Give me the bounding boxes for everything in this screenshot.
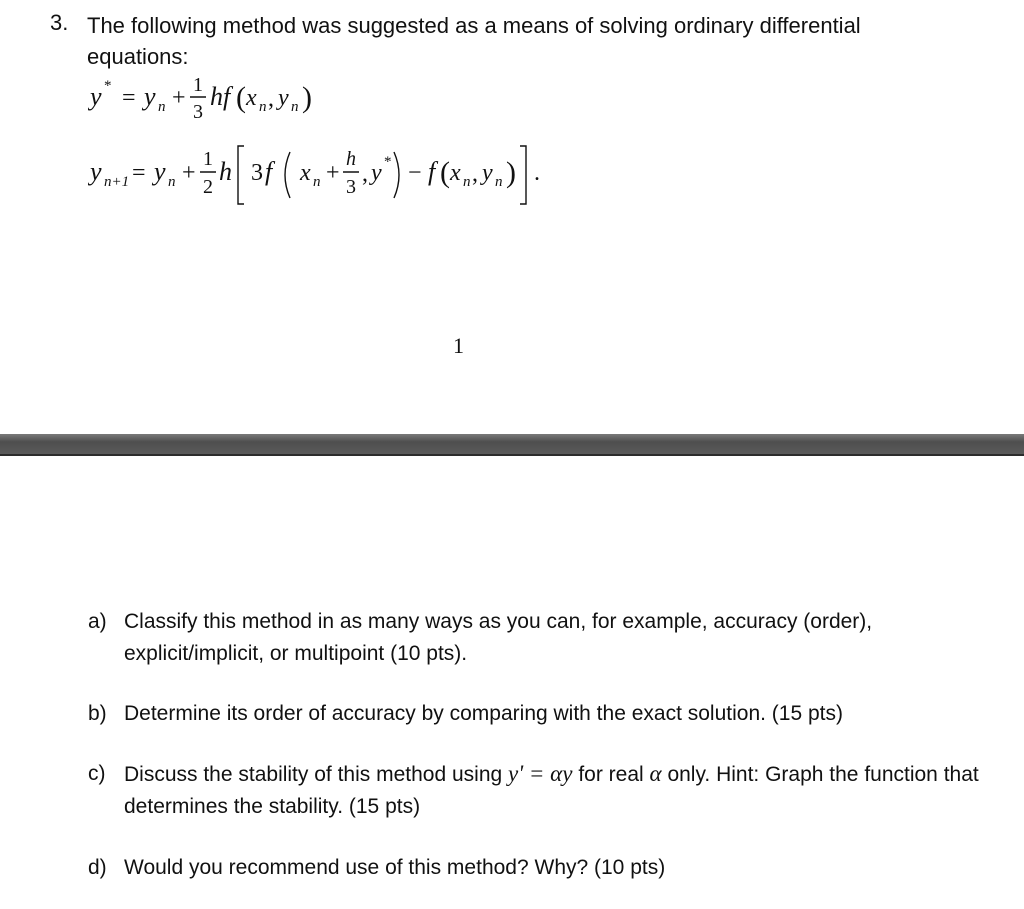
svg-text:y: y <box>482 160 493 186</box>
part-c-text-after: only. Hint: Graph the function that determines the stability. (15 pts) <box>124 763 979 818</box>
svg-text:n: n <box>313 174 321 190</box>
svg-text:x: x <box>450 160 461 186</box>
svg-text:*: * <box>104 78 112 94</box>
svg-text:3: 3 <box>346 176 356 198</box>
part-b-text: Determine its order of accuracy by comparing with the exact solution. (15 pts) <box>124 702 843 725</box>
svg-text:n: n <box>291 99 299 115</box>
svg-text:n+1: n+1 <box>104 174 130 190</box>
svg-text:,: , <box>472 161 478 187</box>
question-number: 3. <box>50 10 69 35</box>
svg-text:+: + <box>172 85 186 111</box>
svg-text:n: n <box>259 99 267 115</box>
svg-text:y: y <box>371 160 382 186</box>
svg-text:y: y <box>90 157 102 186</box>
svg-text:f: f <box>428 157 436 186</box>
part-c-text-before: Discuss the stability of this method using <box>124 763 503 786</box>
svg-text:−: − <box>408 160 422 186</box>
svg-text:,: , <box>268 86 274 112</box>
page-divider <box>0 434 1024 454</box>
svg-text:+: + <box>182 160 196 186</box>
svg-text:): ) <box>302 81 312 114</box>
svg-text:y: y <box>154 157 166 186</box>
svg-text:y: y <box>278 85 289 111</box>
svg-text:+: + <box>326 160 340 186</box>
svg-text:h: h <box>219 157 232 186</box>
svg-text:=: = <box>122 85 136 111</box>
part-c-text <box>124 758 984 823</box>
svg-text:1: 1 <box>203 148 213 170</box>
svg-text:x: x <box>300 160 311 186</box>
svg-text:n: n <box>463 174 471 190</box>
part-d-label: d) <box>88 856 107 879</box>
svg-text:(: ( <box>236 81 246 114</box>
svg-text:(: ( <box>440 156 450 189</box>
svg-text:hf: hf <box>210 82 231 111</box>
svg-text:n: n <box>158 99 166 115</box>
svg-text:1: 1 <box>193 74 203 96</box>
part-c-math-alpha: α <box>649 761 662 786</box>
part-c-math-ode: y' = αy <box>508 761 573 786</box>
part-a-text: Classify this method in as many ways as you can, for example, accuracy (order), explicit/implicit, or multipoint (10 pts). <box>124 610 873 665</box>
svg-text:f: f <box>265 157 273 186</box>
svg-text:*: * <box>384 154 392 170</box>
question-intro: The following method was suggested as a means of solving ordinary differential equations: <box>87 13 861 69</box>
svg-text:y: y <box>144 82 156 111</box>
svg-text:2: 2 <box>203 176 213 198</box>
svg-text:3: 3 <box>193 101 203 123</box>
part-c-text-middle: for real <box>578 763 644 786</box>
equation-corrector <box>88 138 568 210</box>
part-a-label: a) <box>88 610 107 633</box>
svg-text:n: n <box>168 174 176 190</box>
svg-text:y: y <box>90 82 102 111</box>
svg-text:): ) <box>506 156 516 189</box>
svg-text:=: = <box>132 160 146 186</box>
svg-text:.: . <box>534 160 540 186</box>
part-b-label: b) <box>88 702 107 725</box>
svg-text:n: n <box>495 174 503 190</box>
page-divider-shadow <box>0 454 1024 456</box>
svg-text:x: x <box>246 85 257 111</box>
part-d-text: Would you recommend use of this method? Why? (10 pts) <box>124 856 666 879</box>
equation-predictor <box>88 70 388 130</box>
svg-text:3: 3 <box>251 160 263 186</box>
svg-text:h: h <box>346 148 356 170</box>
svg-text:,: , <box>362 161 368 187</box>
part-c-label: c) <box>88 762 106 785</box>
page-number: 1 <box>453 333 464 358</box>
